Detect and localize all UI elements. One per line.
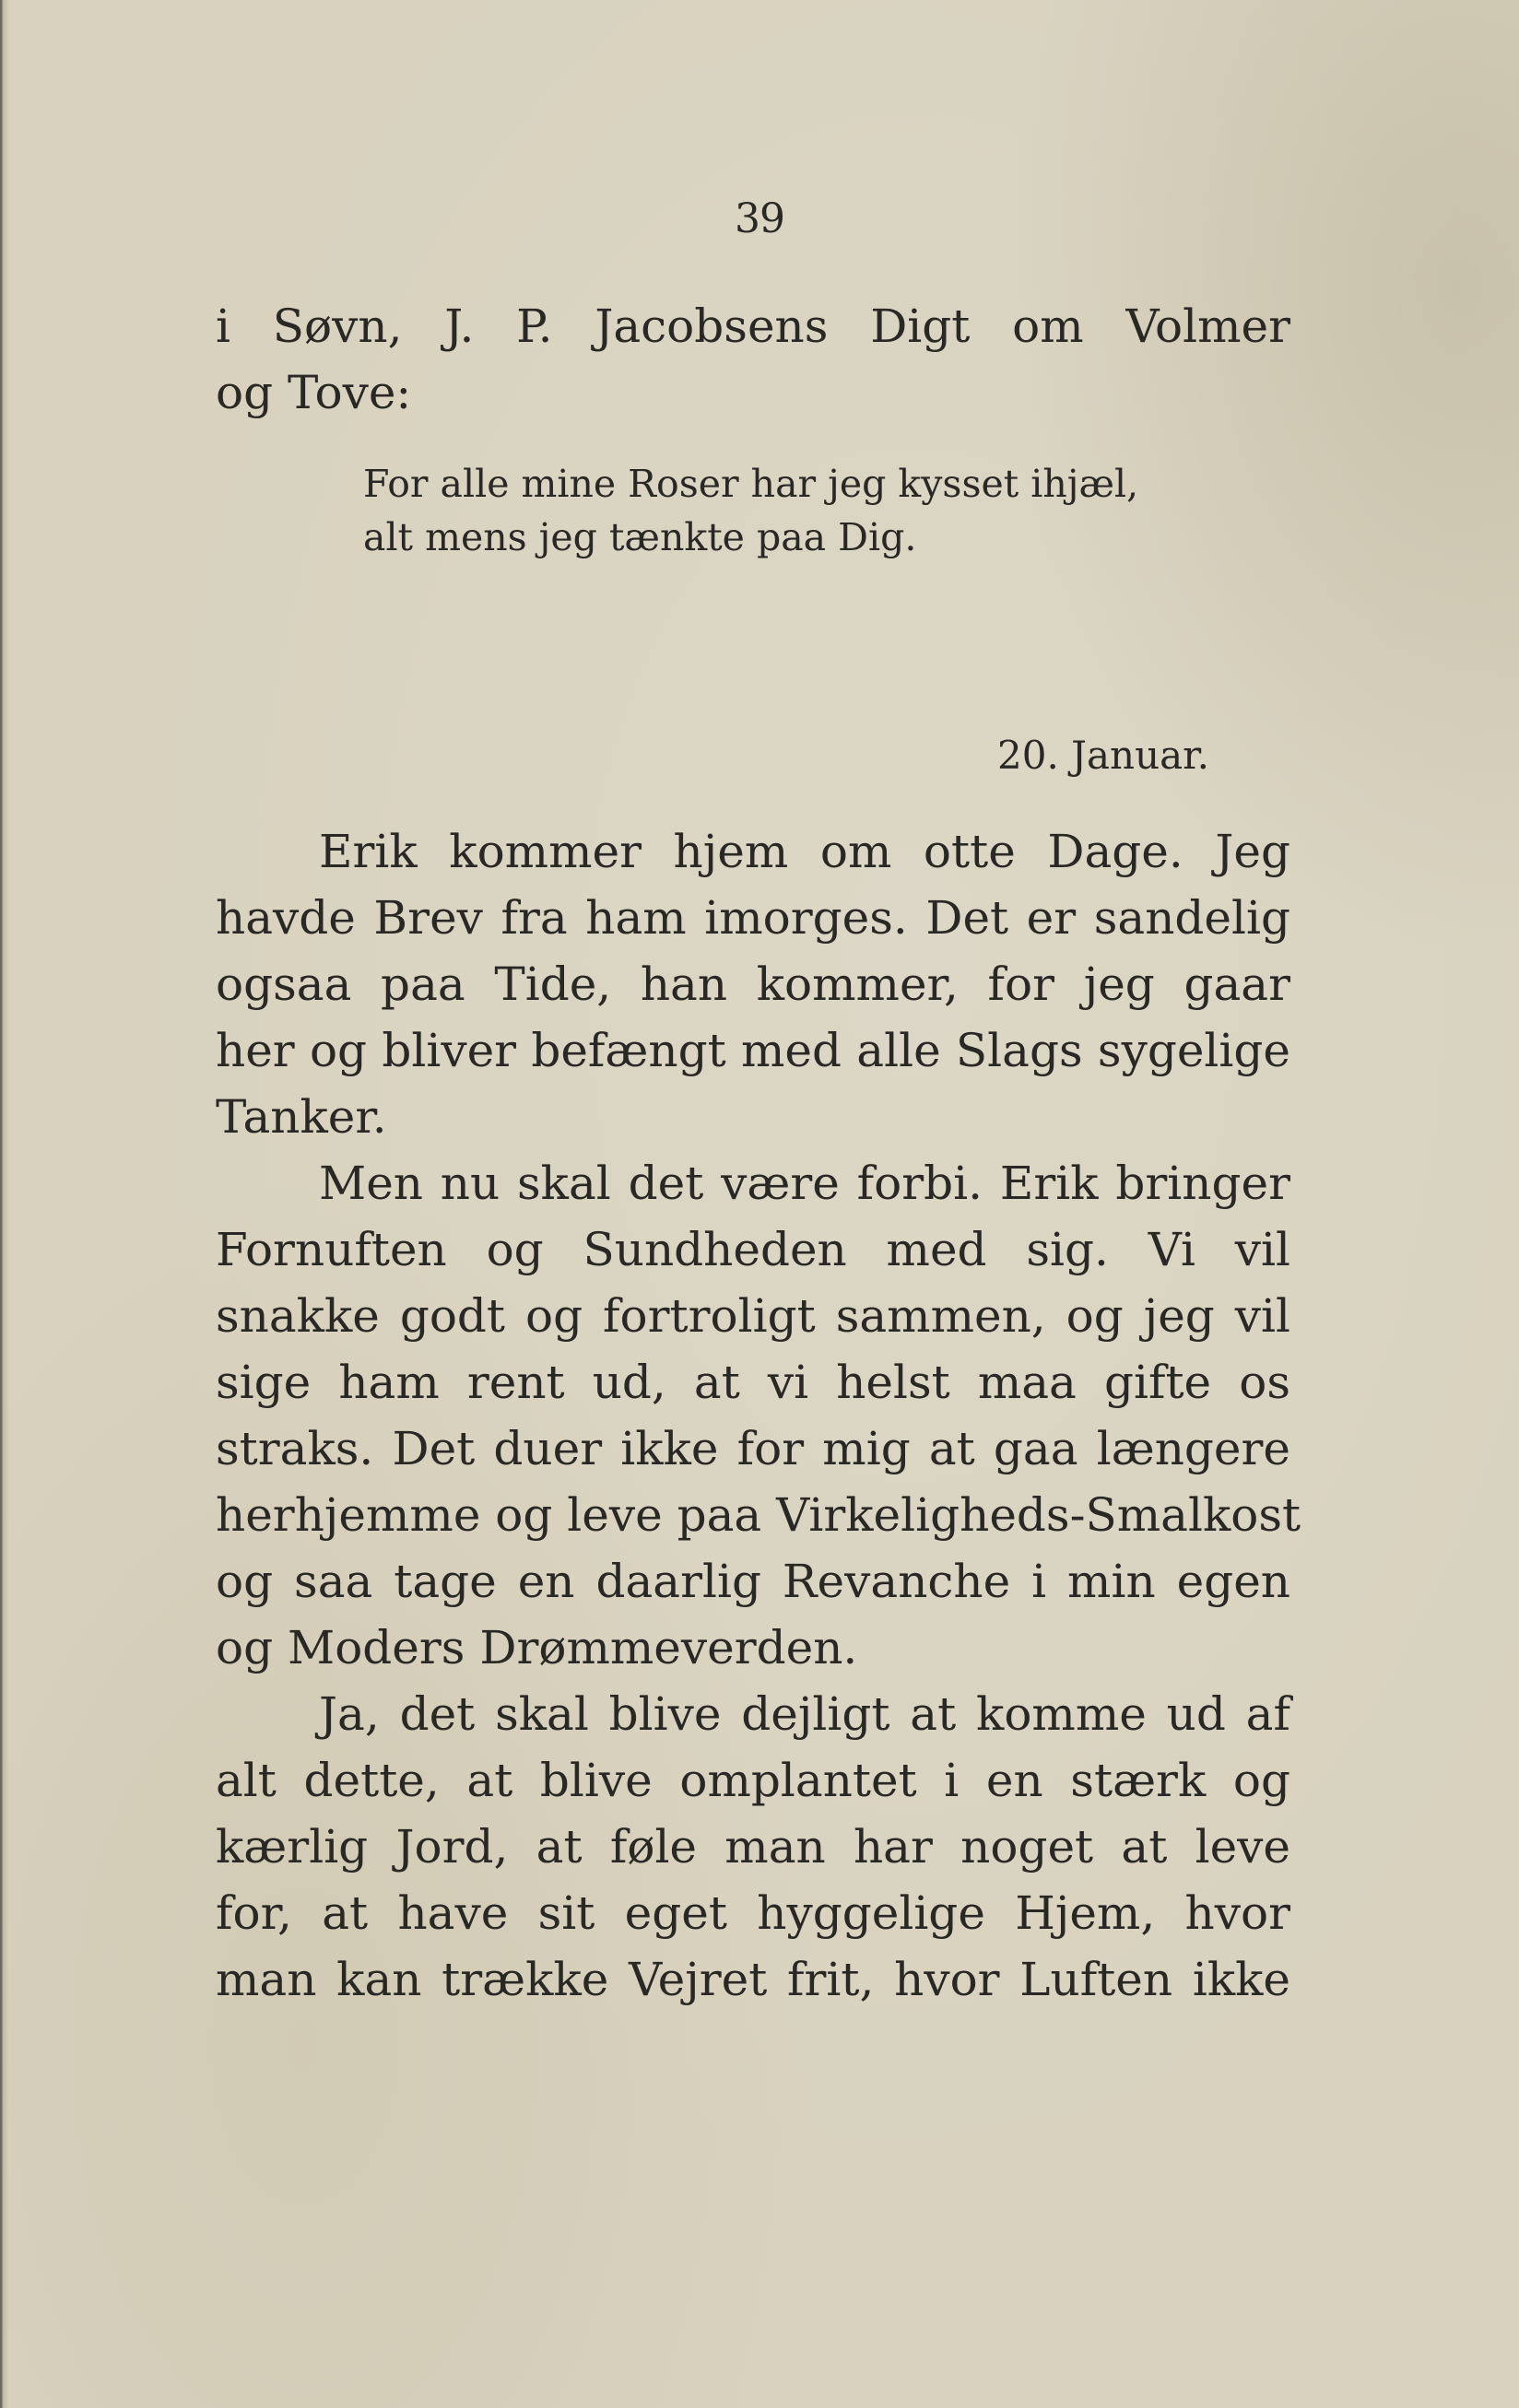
text-line: sige ham rent ud, at vi helst maa gifte os [216,1356,1290,1409]
text-line: og Tove: [216,366,412,419]
text-line: Ja, det skal blive dejligt at komme ud af [319,1687,1290,1741]
page-edge [0,0,9,2408]
poem-quote [363,457,1138,564]
text-line: man kan trække Vejret frit, hvor Luften ikke [216,1953,1290,2006]
quote-line: alt mens jeg tænkte paa Dig. [363,515,917,559]
diary-entry-body [216,818,1301,2013]
text-line: og saa tage en daarlig Revanche i min egen [216,1555,1290,1608]
text-line: i Søvn, J. P. Jacobsens Digt om Volmer [216,300,1290,353]
text-line: Tanker. [216,1090,387,1144]
text-line: for, at have sit eget hyggelige Hjem, hvor [216,1886,1290,1940]
text-line: Fornuften og Sundheden med sig. Vi vil [216,1223,1290,1276]
text-line: og Moders Drømmeverden. [216,1621,858,1674]
page-number: 39 [735,195,784,242]
text-line: kærlig Jord, at føle man har noget at leve [216,1820,1290,1874]
text-line: havde Brev fra ham imorges. Det er sandelig [216,891,1290,945]
text-line: Erik kommer hjem om otte Dage. Jeg [319,825,1290,878]
text-line: ogsaa paa Tide, han kommer, for jeg gaar [216,957,1290,1011]
text-line: alt dette, at blive omplantet i en stærk og [216,1754,1290,1807]
text-line: Men nu skal det være forbi. Erik bringer [319,1157,1290,1210]
text-line: snakke godt og fortroligt sammen, og jeg vil [216,1289,1290,1343]
quote-line: For alle mine Roser har jeg kysset ihjæl, [363,462,1139,506]
text-line: straks. Det duer ikke for mig at gaa længere [216,1422,1290,1475]
text-line: herhjemme og leve paa Virkeligheds-Smalkost [216,1488,1301,1542]
diary-entry-date: 20. Januar. [997,733,1209,778]
intro-paragraph [216,293,1290,426]
text-line: her og bliver befængt med alle Slags sygelige [216,1024,1290,1077]
